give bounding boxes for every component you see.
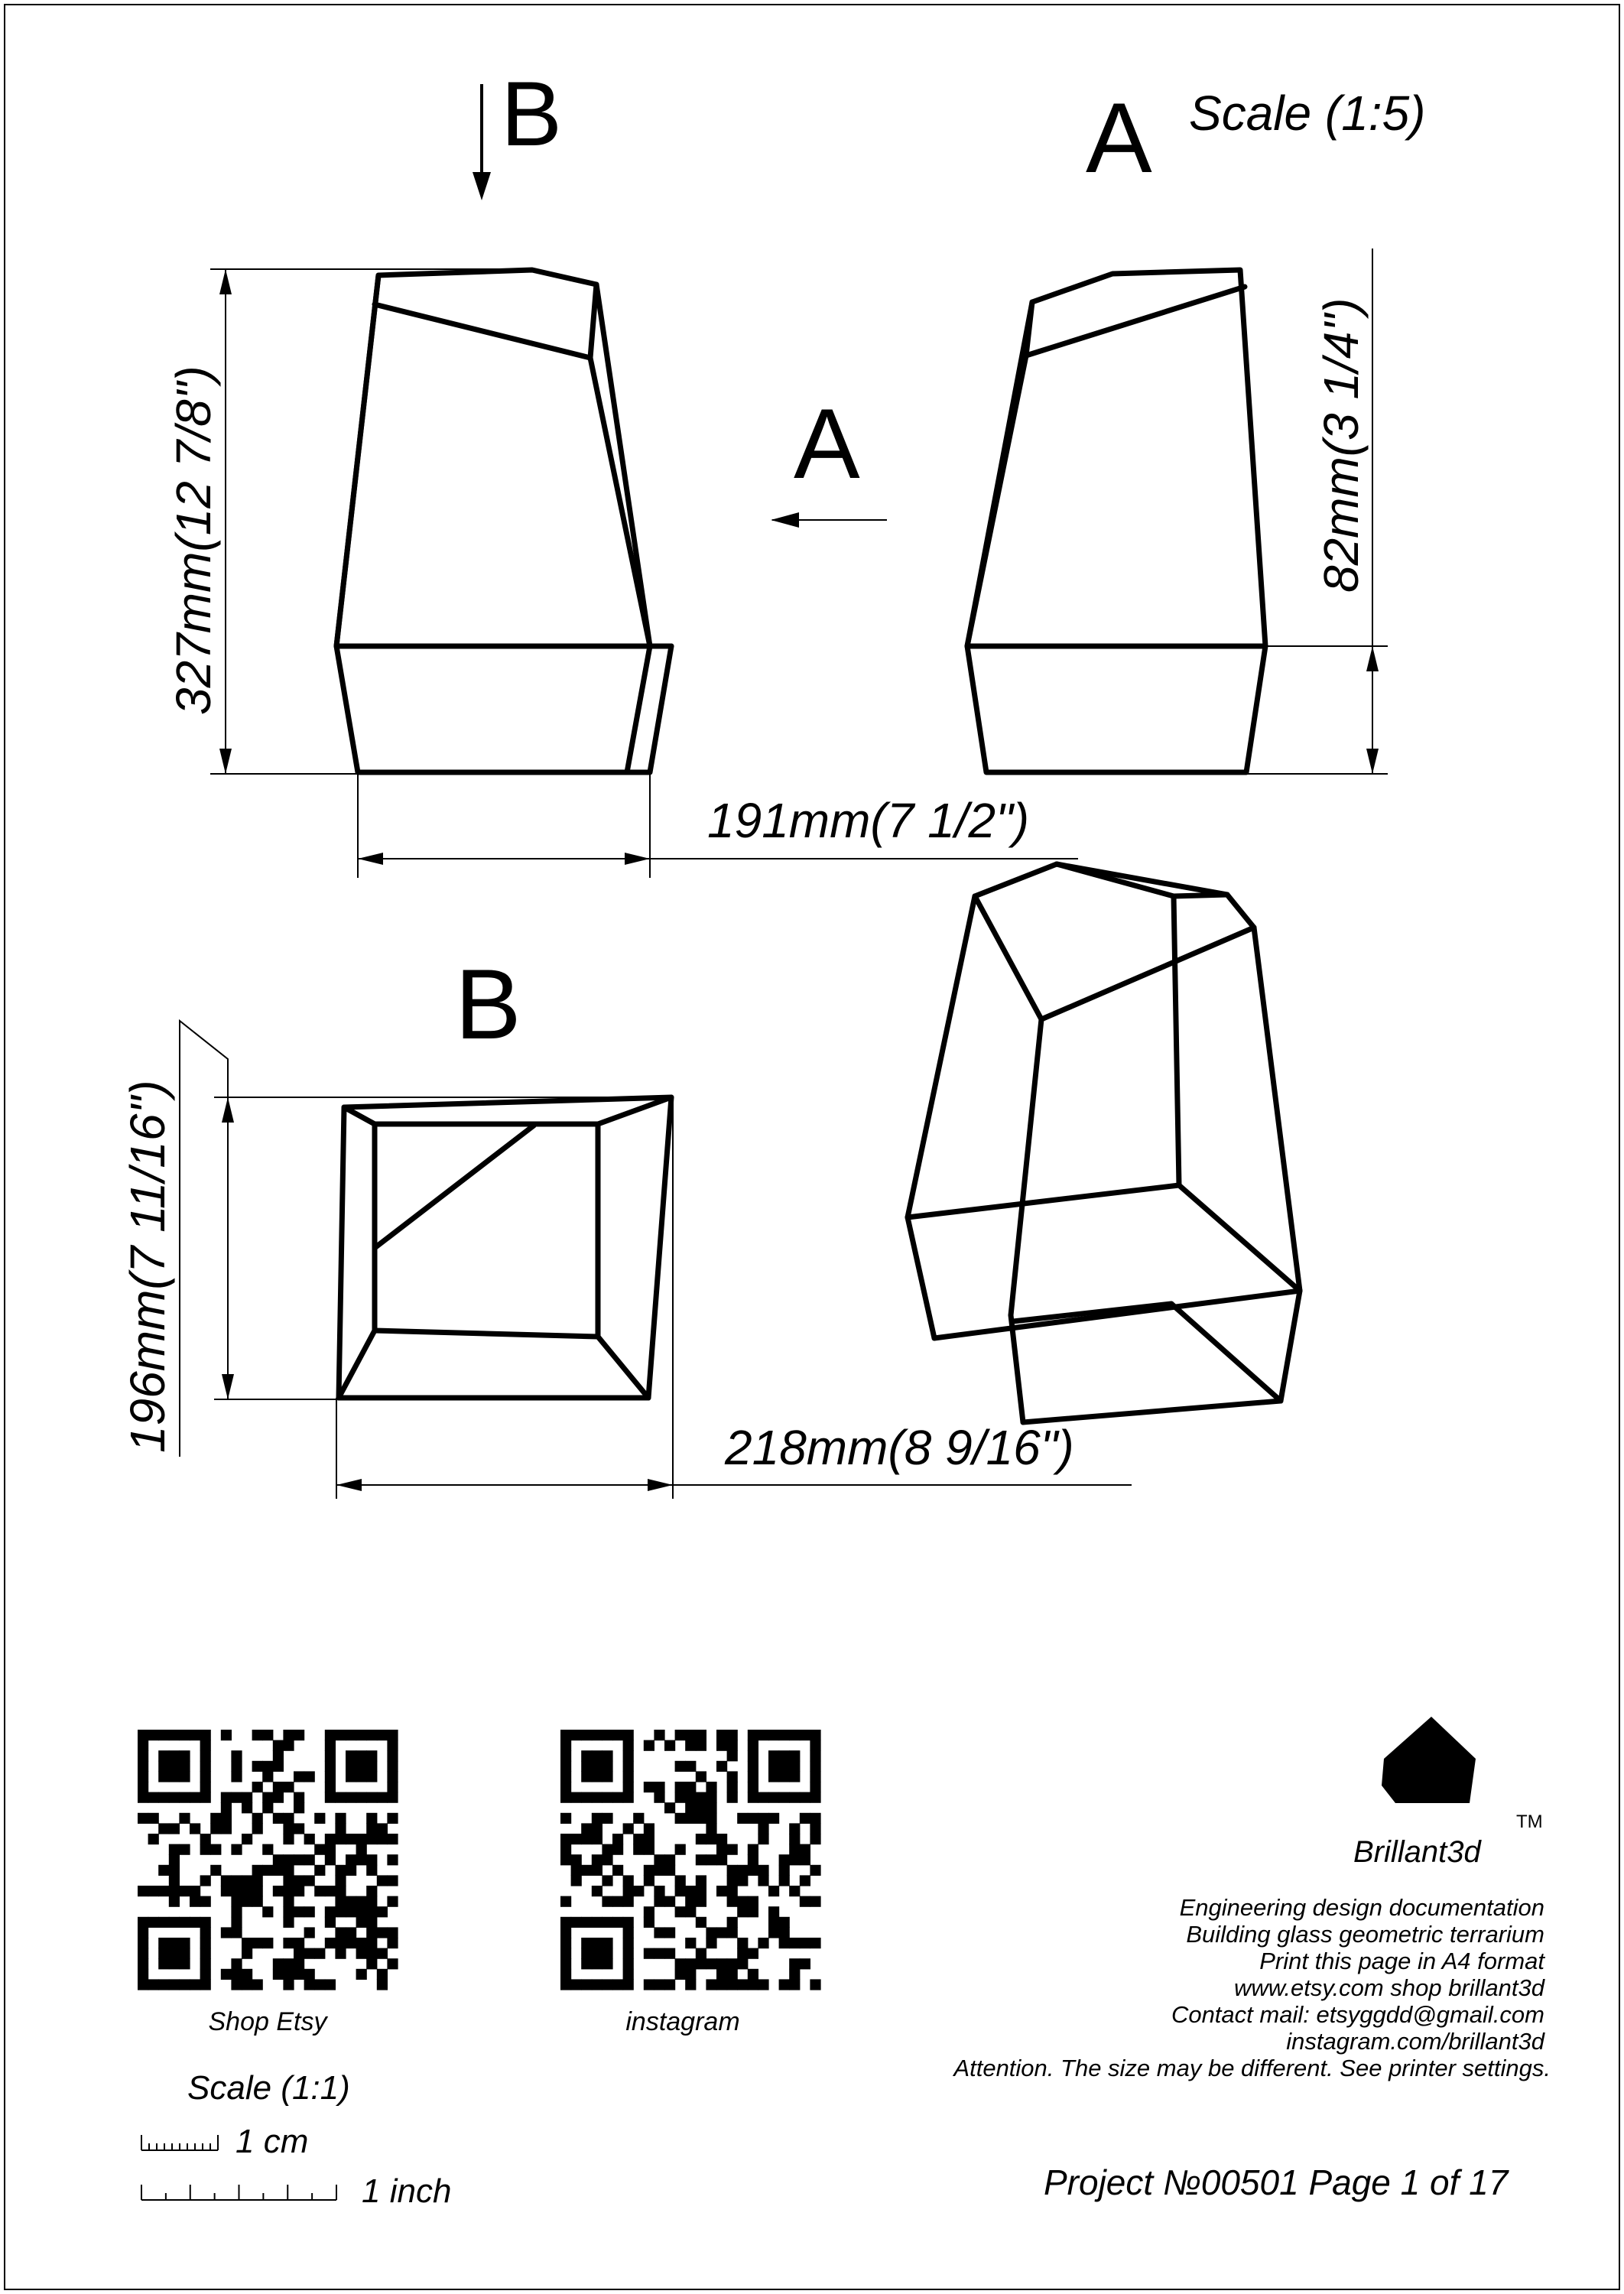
base-height-label: 82mm(3 1/4") — [1314, 297, 1369, 593]
inch-ruler-label: 1 inch — [362, 2172, 452, 2210]
brand-trademark: TM — [1516, 1811, 1543, 1832]
info-line-attention: Attention. The size may be different. See printer settings. — [953, 2055, 1551, 2081]
view-a-title: A — [1086, 82, 1152, 193]
view-b-title: B — [455, 948, 521, 1060]
brand-name: Brillant3d — [1353, 1835, 1481, 1869]
info-line: Building glass geometric terrarium — [1186, 1921, 1544, 1948]
scale-bar-title: Scale (1:1) — [187, 2069, 350, 2107]
cm-ruler-label: 1 cm — [235, 2123, 309, 2160]
total-height-label: 327mm(12 7/8") — [166, 366, 221, 715]
info-line-etsy-link[interactable]: www.etsy.com shop brillant3d — [1233, 1974, 1544, 2001]
scale-top-label: Scale (1:5) — [1189, 86, 1426, 141]
info-line-email[interactable]: Contact mail: etsyggdd@gmail.com — [1171, 2001, 1544, 2028]
info-line: Engineering design documentation — [1179, 1894, 1544, 1921]
info-line: Print this page in A4 format — [1259, 1948, 1544, 1974]
top-width-label: 218mm(8 9/16") — [725, 1420, 1074, 1475]
project-page-footer: Project №00501 Page 1 of 17 — [1044, 2162, 1509, 2202]
qr-etsy-label: Shop Etsy — [208, 2007, 327, 2036]
info-line-instagram-link[interactable]: instagram.com/brillant3d — [1286, 2028, 1544, 2055]
top-depth-label: 196mm(7 11/16") — [120, 1080, 175, 1453]
view-a-arrow-label: A — [794, 388, 860, 499]
qr-instagram-label: instagram — [625, 2007, 740, 2036]
view-b-marker-label: B — [501, 63, 563, 165]
front-width-label: 191mm(7 1/2") — [707, 793, 1030, 848]
